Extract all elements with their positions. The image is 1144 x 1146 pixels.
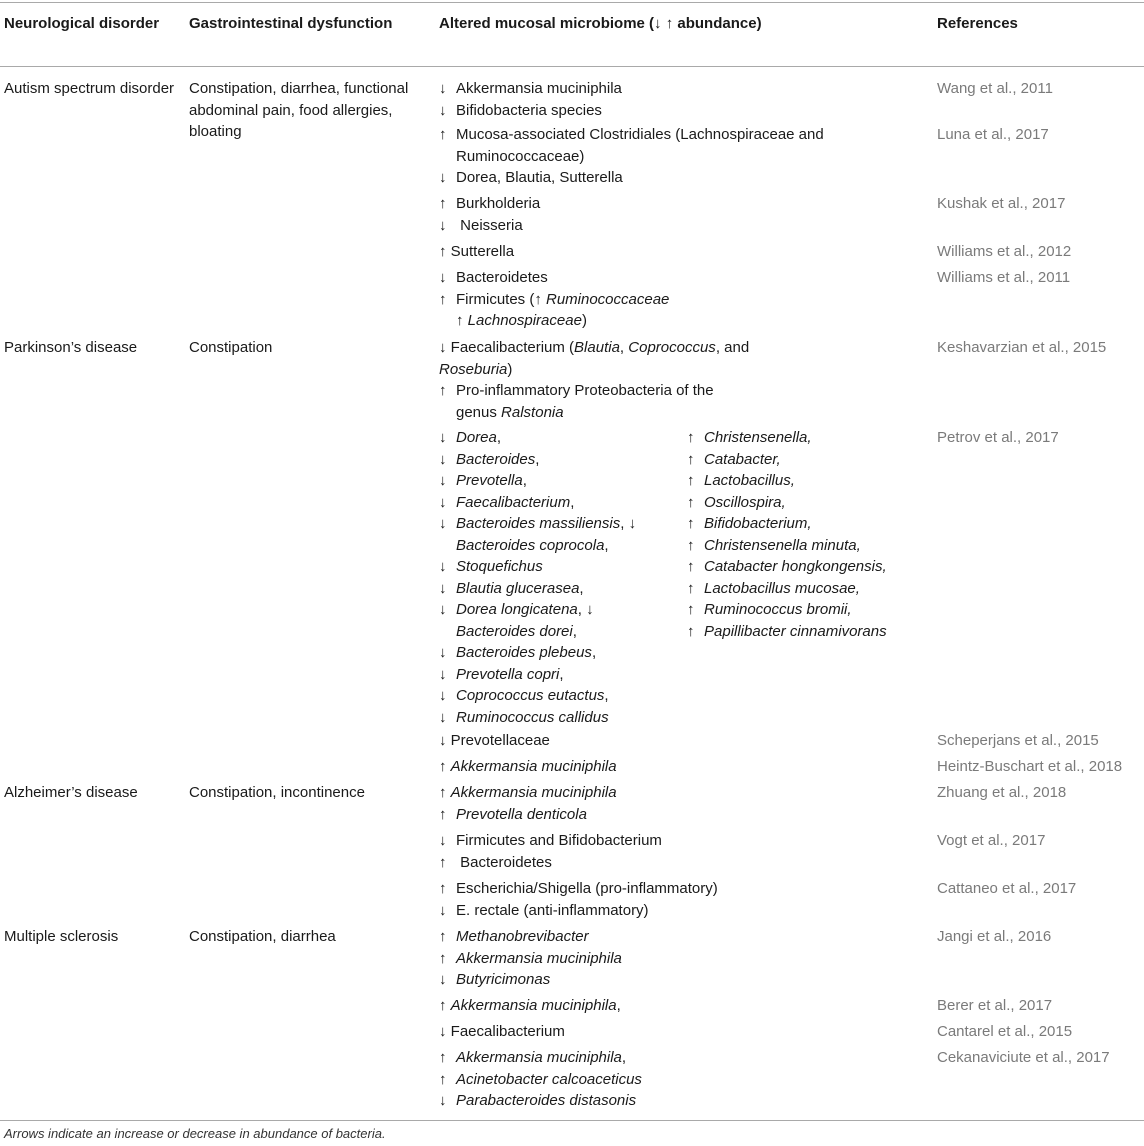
microbiome-line — [687, 427, 927, 449]
microbiome-cell — [439, 878, 919, 921]
microbiome-line — [439, 556, 679, 578]
microbiome-line — [439, 1069, 919, 1091]
abundance-arrow: ↓ — [439, 832, 447, 849]
abundance-arrow: ↑ — [439, 880, 447, 897]
microbiome-text: Oscillospira, — [704, 493, 786, 511]
microbiome-text: Mucosa-associated Clostridiales (Lachnospiraceae and — [456, 126, 824, 143]
abundance-arrow: ↑ — [687, 536, 695, 554]
microbiome-text: , — [604, 536, 609, 554]
microbiome-line — [687, 470, 927, 492]
microbiome-text: Akkermansia muciniphila — [450, 784, 617, 801]
reference-cell: Zhuang et al., 2018 — [937, 784, 1067, 801]
abundance-arrow: ↓ — [439, 101, 447, 119]
microbiome-line — [439, 146, 919, 168]
abundance-arrow: ↑ — [439, 382, 447, 399]
reference-cell: Cekanaviciute et al., 2017 — [937, 1049, 1110, 1066]
microbiome-line — [439, 1090, 919, 1112]
abundance-arrow: ↓ — [439, 472, 447, 489]
abundance-arrow: ↑ — [687, 493, 695, 511]
abundance-arrow: ↑ — [687, 579, 695, 597]
abundance-arrow: ↑ — [439, 805, 447, 823]
abundance-arrow: ↓ — [439, 601, 447, 618]
reference-cell: Berer et al., 2017 — [937, 997, 1053, 1014]
microbiome-text: Bifidobacteria species — [456, 101, 602, 119]
reference-cell: Heintz-Buschart et al., 2018 — [937, 758, 1123, 775]
abundance-arrow: ↑ — [439, 949, 447, 967]
microbiome-line — [439, 621, 679, 643]
microbiome-line — [687, 513, 927, 535]
microbiome-text: Akkermansia muciniphila — [456, 1049, 622, 1066]
microbiome-text: , — [579, 579, 584, 597]
microbiome-text: Christensenella minuta, — [704, 536, 861, 554]
abundance-arrow: ↓ — [439, 269, 447, 286]
microbiome-cell — [439, 830, 919, 873]
microbiome-text: Faecalibacterium — [456, 493, 571, 511]
microbiome-cell — [439, 337, 919, 423]
microbiome-text: Acinetobacter calcoaceticus — [456, 1070, 642, 1088]
microbiome-line — [439, 492, 679, 514]
microbiome-text: , — [604, 687, 609, 704]
abundance-arrow: ↑ — [687, 472, 695, 489]
microbiome-line — [439, 782, 919, 804]
reference-cell: Williams et al., 2011 — [937, 269, 1071, 286]
microbiome-line — [439, 664, 679, 686]
header-references: References — [937, 15, 1018, 32]
reference-cell: Luna et al., 2017 — [937, 126, 1049, 143]
microbiome-line — [439, 215, 919, 237]
reference-cell: Scheperjans et al., 2015 — [937, 732, 1099, 749]
microbiome-text: Akkermansia muciniphila — [456, 80, 622, 97]
microbiome-line — [439, 193, 919, 215]
microbiome-text: ) — [507, 360, 513, 378]
microbiome-line — [439, 948, 919, 970]
microbiome-text: Blautia glucerasea — [456, 579, 580, 597]
abundance-arrow: ↓ — [439, 493, 447, 511]
microbiome-text: Bacteroides coprocola — [456, 536, 605, 554]
microbiome-cell — [439, 782, 919, 825]
abundance-arrow: ↑ — [687, 601, 695, 618]
microbiome-line — [439, 359, 919, 381]
microbiome-line — [439, 926, 919, 948]
microbiome-text: Bacteroides — [456, 450, 536, 468]
microbiome-text: Neisseria — [456, 216, 523, 234]
microbiome-text: , ↓ — [577, 601, 594, 618]
microbiome-text: Blautia — [574, 339, 620, 356]
microbiome-text: Ralstonia — [501, 403, 564, 421]
microbiome-text: Stoquefichus — [456, 558, 543, 575]
microbiome-cell — [439, 78, 919, 121]
abundance-arrow: ↑ — [687, 429, 695, 446]
microbiome-line — [439, 310, 919, 332]
microbiome-text: Coprococcus — [628, 339, 716, 356]
abundance-arrow: ↑ — [439, 290, 447, 308]
microbiome-text: Pro-inflammatory Proteobacteria of the — [456, 382, 714, 399]
microbiome-line — [439, 535, 679, 557]
microbiome-cell — [439, 1047, 919, 1112]
microbiome-line — [439, 852, 919, 874]
abundance-arrow: ↑ — [687, 622, 695, 640]
abundance-arrow: ↓ — [439, 450, 447, 468]
microbiome-line — [439, 707, 679, 729]
microbiome-text: ↓ Prevotellaceae — [439, 732, 550, 749]
microbiome-line — [687, 492, 927, 514]
microbiome-text: Escherichia/Shigella (pro-inflammatory) — [456, 880, 718, 897]
microbiome-cell — [439, 995, 919, 1017]
microbiome-line — [439, 878, 919, 900]
microbiome-text: Akkermansia muciniphila — [450, 758, 617, 775]
microbiome-cell-increased — [687, 427, 927, 642]
abundance-arrow: ↓ — [439, 1092, 447, 1109]
microbiome-text: , — [559, 665, 564, 683]
abundance-arrow: ↑ — [687, 558, 695, 575]
abundance-arrow: ↓ — [439, 558, 447, 575]
microbiome-cell — [439, 926, 919, 991]
dysfunction-cell: Constipation — [189, 339, 273, 356]
microbiome-line — [439, 804, 919, 826]
microbiome-line — [439, 124, 919, 146]
microbiome-cell — [439, 756, 919, 778]
microbiome-text: ) — [581, 312, 587, 329]
microbiome-line — [687, 578, 927, 600]
microbiome-line — [687, 599, 927, 621]
dysfunction-cell: Constipation, incontinence — [189, 784, 365, 801]
microbiome-line — [439, 470, 679, 492]
abundance-arrow: ↓ — [439, 579, 447, 597]
microbiome-text: Akkermansia muciniphila — [450, 997, 617, 1014]
microbiome-line — [439, 380, 919, 402]
microbiome-text: Prevotella denticola — [456, 805, 587, 823]
microbiome-text: Catabacter hongkongensis, — [704, 558, 887, 575]
abundance-arrow: ↓ — [439, 515, 447, 532]
abundance-arrow: ↓ — [439, 429, 447, 446]
microbiome-text: Roseburia — [439, 360, 508, 378]
microbiome-text: Prevotella — [456, 472, 523, 489]
microbiome-text: Bacteroidetes — [456, 853, 552, 871]
microbiome-line — [439, 513, 679, 535]
abundance-arrow: ↑ — [439, 1070, 447, 1088]
microbiome-text: E. rectale (anti-inflammatory) — [456, 901, 649, 919]
microbiome-text: , — [619, 339, 629, 356]
microbiome-line — [439, 1021, 919, 1043]
reference-cell: Cattaneo et al., 2017 — [937, 880, 1077, 897]
microbiome-text: ↑ Sutterella — [439, 243, 515, 260]
microbiome-line — [439, 900, 919, 922]
microbiome-text: , — [522, 472, 527, 489]
abundance-arrow: ↓ — [439, 665, 447, 683]
microbiome-text: Firmicutes and Bifidobacterium — [456, 832, 662, 849]
microbiome-line — [687, 535, 927, 557]
microbiome-line — [687, 556, 927, 578]
microbiome-text: Dorea — [456, 429, 497, 446]
microbiome-line — [439, 756, 919, 778]
microbiome-line — [439, 685, 679, 707]
microbiome-text: Bacteroides massiliensis — [456, 515, 621, 532]
microbiome-line — [439, 599, 679, 621]
disorder-cell: Parkinson’s disease — [4, 339, 138, 356]
microbiome-text: Lactobacillus mucosae, — [704, 579, 860, 597]
microbiome-text: Methanobrevibacter — [456, 928, 589, 945]
reference-cell: Wang et al., 2011 — [937, 80, 1053, 97]
microbiome-line — [439, 1047, 919, 1069]
microbiome-text: Ruminococcaceae) — [456, 147, 585, 165]
abundance-arrow: ↓ — [439, 644, 447, 661]
header-gastrointestinal-dysfunction: Gastrointestinal dysfunction — [189, 15, 393, 32]
microbiome-cell-decreased — [439, 427, 679, 728]
abundance-arrow: ↓ — [439, 216, 447, 234]
microbiome-text: Prevotella copri — [456, 665, 560, 683]
abundance-arrow: ↓ — [439, 80, 447, 97]
microbiome-text: Parabacteroides distasonis — [456, 1092, 637, 1109]
microbiome-text: , ↓ — [620, 515, 637, 532]
header-altered-microbiome: Altered mucosal microbiome (↓ ↑ abundance) — [439, 15, 762, 32]
microbiome-text: Lactobacillus, — [704, 472, 795, 489]
reference-cell: Jangi et al., 2016 — [937, 928, 1052, 945]
microbiome-text: Bifidobacterium, — [704, 515, 812, 532]
microbiome-line — [687, 449, 927, 471]
microbiome-line — [439, 578, 679, 600]
microbiome-text: Ruminococcus bromii, — [704, 601, 852, 618]
microbiome-text: Catabacter, — [704, 450, 781, 468]
microbiome-text: ↑ — [456, 312, 468, 329]
disorder-cell: Autism spectrum disorder — [4, 80, 175, 97]
microbiome-text: Bacteroides dorei — [456, 622, 573, 640]
header-rule — [0, 66, 1144, 67]
microbiome-text: Papillibacter cinnamivorans — [704, 622, 887, 640]
microbiome-text: , — [616, 997, 621, 1014]
microbiome-line — [439, 241, 919, 263]
microbiome-line — [439, 402, 919, 424]
microbiome-text: , — [570, 493, 575, 511]
microbiome-text: Ruminococcus callidus — [456, 708, 609, 726]
microbiome-text: Bacteroidetes — [456, 269, 548, 286]
abundance-arrow: ↑ — [439, 928, 447, 945]
microbiome-text: , — [621, 1049, 627, 1066]
abundance-arrow: ↑ — [687, 515, 695, 532]
microbiome-line — [439, 289, 919, 311]
microbiome-text: Bacteroides plebeus — [456, 644, 592, 661]
microbiome-text: Dorea, Blautia, Sutterella — [456, 169, 623, 186]
microbiome-text: ↓ Faecalibacterium — [439, 1023, 565, 1040]
microbiome-text: ↑ — [439, 758, 451, 775]
abundance-arrow: ↓ — [439, 901, 447, 919]
microbiome-line — [439, 337, 919, 359]
microbiome-line — [439, 995, 919, 1017]
microbiome-cell — [439, 267, 919, 332]
abundance-arrow: ↑ — [439, 126, 447, 143]
microbiome-line — [439, 969, 919, 991]
disorder-cell: Alzheimer’s disease — [4, 784, 138, 801]
microbiome-line — [439, 730, 919, 752]
microbiome-text: Akkermansia muciniphila — [456, 949, 622, 967]
microbiome-line — [439, 830, 919, 852]
microbiome-text: ↑ — [439, 997, 451, 1014]
microbiome-cell — [439, 1021, 919, 1043]
microbiome-text: Coprococcus eutactus — [456, 687, 605, 704]
abundance-arrow: ↓ — [439, 687, 447, 704]
header-neurological-disorder: Neurological disorder — [4, 15, 160, 32]
microbiome-line — [439, 78, 919, 100]
microbiome-text: Butyricimonas — [456, 971, 551, 988]
abundance-arrow: ↑ — [687, 450, 695, 468]
microbiome-text: Lachnospiraceae — [467, 312, 582, 329]
dysfunction-cell: Constipation, diarrhea — [189, 928, 336, 945]
abundance-arrow: ↓ — [439, 708, 447, 726]
microbiome-line — [439, 167, 919, 189]
microbiome-line — [439, 449, 679, 471]
microbiome-line — [439, 100, 919, 122]
microbiome-line — [439, 267, 919, 289]
abundance-arrow: ↑ — [439, 195, 447, 212]
dysfunction-cell: Constipation, diarrhea, functional abdominal pain, food allergies, bloating — [189, 80, 409, 140]
microbiome-line — [439, 642, 679, 664]
microbiome-text: , and — [715, 339, 750, 356]
microbiome-text: Burkholderia — [456, 195, 541, 212]
reference-cell: Williams et al., 2012 — [937, 243, 1072, 260]
microbiome-text: Ruminococcaceae — [546, 290, 670, 308]
microbiome-text: genus — [456, 403, 502, 421]
abundance-arrow: ↓ — [439, 971, 447, 988]
reference-cell: Vogt et al., 2017 — [937, 832, 1046, 849]
microbiome-cell — [439, 241, 919, 263]
microbiome-text: Firmicutes (↑ — [456, 290, 546, 308]
table-top-rule — [0, 2, 1144, 3]
microbiome-text: , — [591, 644, 597, 661]
disorder-cell: Multiple sclerosis — [4, 928, 119, 945]
microbiome-text: , — [572, 622, 577, 640]
microbiome-text: ↑ — [439, 784, 451, 801]
microbiome-text: , — [496, 429, 502, 446]
reference-cell: Keshavarzian et al., 2015 — [937, 339, 1107, 356]
table-bottom-rule — [0, 1120, 1144, 1121]
microbiome-text: , — [535, 450, 540, 468]
microbiome-line — [439, 427, 679, 449]
table-footnote: Arrows indicate an increase or decrease in abundance of bacteria. — [4, 1126, 386, 1141]
microbiome-text: Dorea longicatena — [456, 601, 578, 618]
microbiome-text: ↓ Faecalibacterium ( — [439, 339, 575, 356]
microbiome-line — [687, 621, 927, 643]
microbiome-text: Christensenella, — [704, 429, 812, 446]
abundance-arrow: ↑ — [439, 853, 447, 871]
abundance-arrow: ↓ — [439, 169, 447, 186]
abundance-arrow: ↑ — [439, 1049, 447, 1066]
reference-cell: Petrov et al., 2017 — [937, 429, 1059, 446]
microbiome-cell — [439, 730, 919, 752]
microbiome-cell — [439, 193, 919, 236]
reference-cell: Kushak et al., 2017 — [937, 195, 1066, 212]
reference-cell: Cantarel et al., 2015 — [937, 1023, 1073, 1040]
microbiome-cell — [439, 124, 919, 189]
